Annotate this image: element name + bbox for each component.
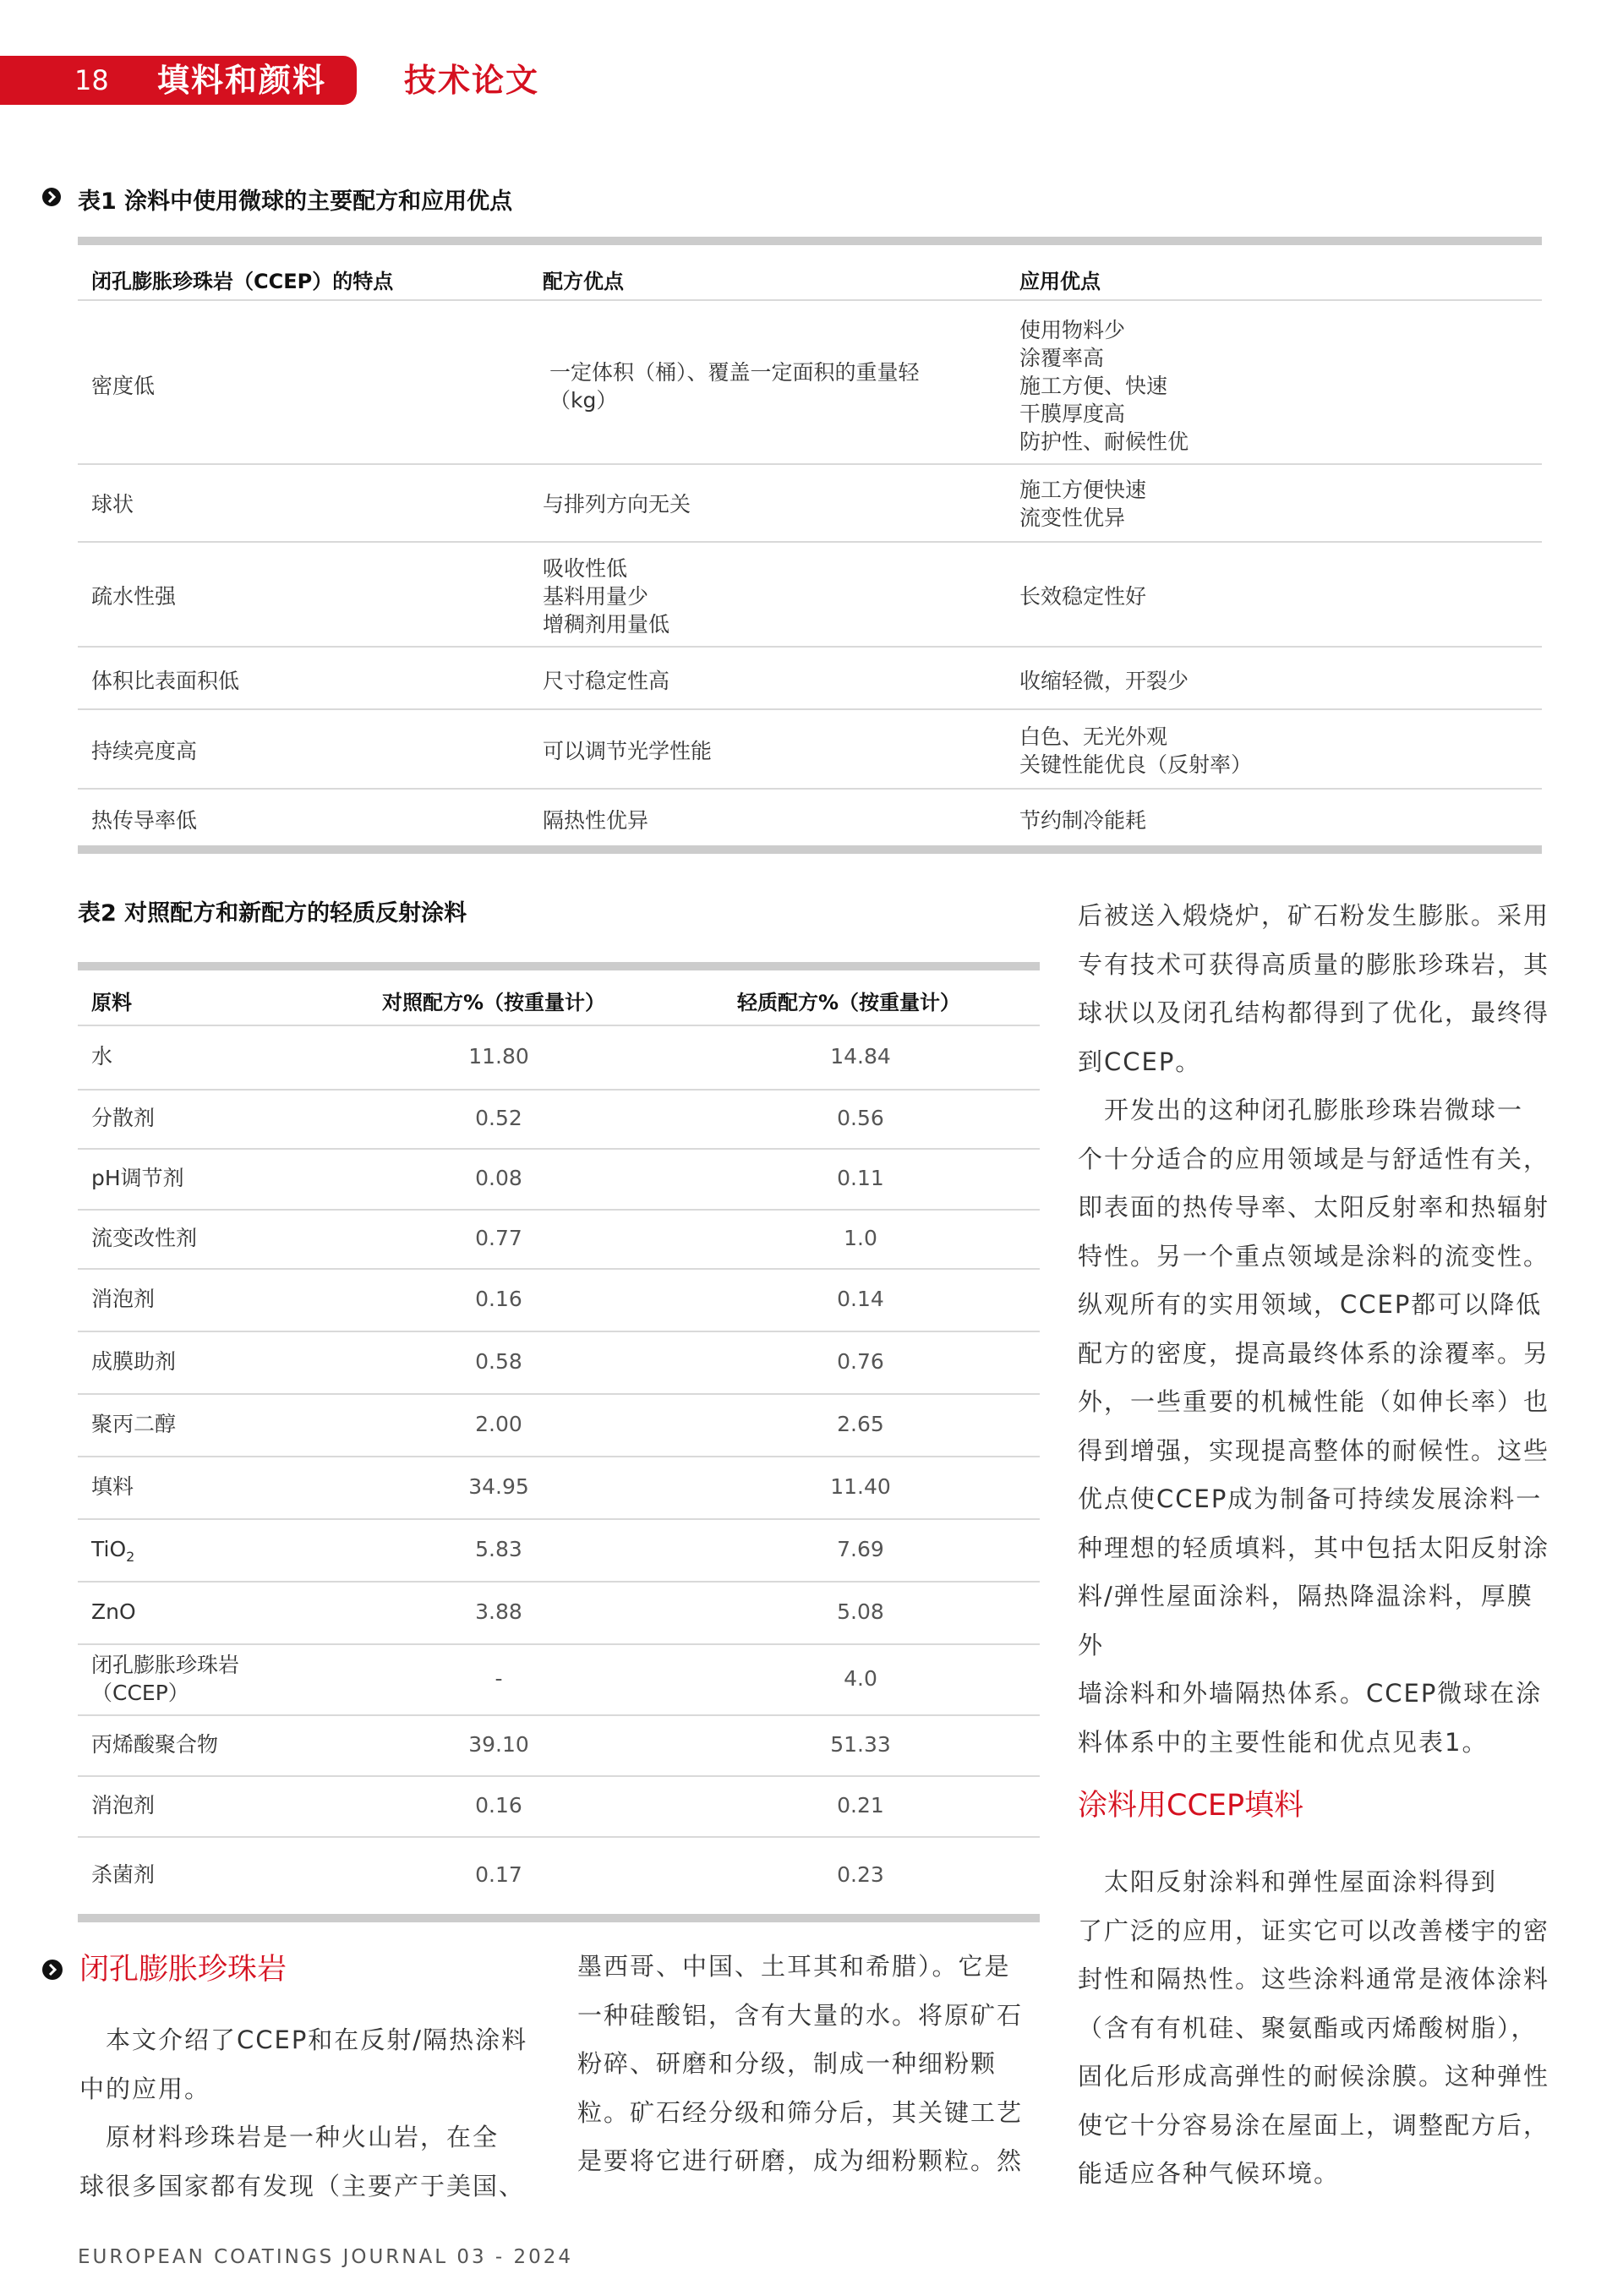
- paragraph-line: （含有有机硅、聚氨酯或丙烯酸树脂），: [1078, 2013, 1538, 2042]
- paragraph-line: 后被送入煅烧炉，矿石粉发生膨胀。采用: [1078, 901, 1550, 930]
- table1-application-line: 流变性优异: [1019, 506, 1126, 530]
- table2-light-value: 0.23: [837, 1862, 884, 1887]
- paragraph-line: 外，一些重要的机械性能（如伸长率）也: [1078, 1387, 1550, 1416]
- paragraph-line: 墨西哥、中国、土耳其和希腊）。它是: [577, 1952, 1011, 1981]
- table2-material: [91, 1410, 176, 1438]
- table1-application-line: 白色、无光外观: [1019, 724, 1168, 749]
- table1-feature: 密度低: [91, 374, 156, 398]
- table1-application: [1019, 316, 1189, 456]
- table1-divider: [78, 299, 1542, 301]
- table2-control-value: 39.10: [468, 1732, 529, 1757]
- table2-control-value: 5.83: [475, 1537, 522, 1561]
- paragraph-line: 粒。矿石经分级和筛分后，其关键工艺: [577, 2097, 1024, 2127]
- table2-control-value: 0.52: [475, 1106, 522, 1130]
- table1-application: 节约制冷能耗: [1019, 808, 1147, 833]
- table1-formulation: [543, 555, 669, 638]
- table2-light-value: 0.11: [837, 1166, 884, 1190]
- table2-material: [91, 1598, 136, 1626]
- table2-material: [91, 1473, 134, 1501]
- table2-light-value: 4.0: [844, 1666, 877, 1691]
- table2-light-value: 5.08: [837, 1599, 884, 1624]
- table1-application-line: 施工方便、快速: [1019, 374, 1168, 398]
- table1-application: 长效稳定性好: [1019, 584, 1147, 609]
- table2-material-text: 杀菌剂: [91, 1862, 156, 1887]
- table2-header-material: 原料: [91, 991, 132, 1014]
- paragraph-line: 一种硅酸铝，含有大量的水。将原矿石: [577, 2000, 1024, 2030]
- table2-material: [91, 1285, 155, 1313]
- table1-formulation-line: 一定体积（桶）、覆盖一定面积的重量轻: [549, 360, 920, 385]
- paragraph-line: 太阳反射涂料和弹性屋面涂料得到: [1078, 1867, 1498, 1896]
- table1-feature: 热传导率低: [91, 808, 198, 833]
- paragraph-line: 优点使CCEP成为制备可持续发展涂料一: [1078, 1484, 1543, 1513]
- paragraph-line: 球状以及闭孔结构都得到了优化，最终得: [1078, 998, 1550, 1027]
- table2-material-line: （CCEP）: [91, 1681, 189, 1705]
- table2-material-text: 填料: [91, 1474, 134, 1499]
- table2-material: [91, 1791, 155, 1819]
- paragraph-line: 配方的密度，提高最终体系的涂覆率。另: [1078, 1338, 1550, 1368]
- table2-light-value: 51.33: [830, 1732, 891, 1757]
- table2-material-text: pH调节剂: [91, 1166, 184, 1190]
- table2-material-text: 成膜助剂: [91, 1349, 177, 1374]
- table1-application-line: 关键性能优良（反射率）: [1019, 752, 1253, 777]
- table2-material-text: 聚丙二醇: [91, 1412, 177, 1436]
- paragraph-line: 封性和隔热性。这些涂料通常是液体涂料: [1078, 1965, 1550, 1993]
- table1-application-line: 涂覆率高: [1019, 346, 1105, 370]
- table1-divider: [78, 646, 1542, 648]
- table1-formulation: 尺寸稳定性高: [543, 669, 670, 693]
- table2-light-value: 0.76: [837, 1349, 884, 1374]
- table2-header-light: 轻质配方%（按重量计）: [737, 991, 961, 1014]
- table2-divider: [78, 1643, 1040, 1645]
- table2-light-value: 7.69: [837, 1537, 884, 1561]
- table2-light-value: 0.21: [837, 1793, 884, 1818]
- table1-feature: 持续亮度高: [91, 739, 198, 763]
- table2-divider: [78, 1518, 1040, 1520]
- paragraph-line: 得到增强，实现提高整体的耐候性。这些: [1078, 1435, 1550, 1465]
- table2-material-text: 丙烯酸聚合物: [91, 1732, 219, 1757]
- table1-header-formulation: 配方优点: [543, 270, 624, 293]
- table1-application: 收缩轻微，开裂少: [1019, 669, 1189, 693]
- table1-formulation-line: 增稠剂用量低: [543, 612, 670, 637]
- paragraph-line: 是要将它进行研磨，成为细粉颗粒。然: [577, 2146, 1024, 2175]
- table1-formulation-line: （kg）: [549, 388, 618, 413]
- paragraph-line: 了广泛的应用，证实它可以改善楼宇的密: [1078, 1916, 1550, 1945]
- table1-divider: [78, 708, 1542, 710]
- table2-divider: [78, 1775, 1040, 1777]
- table1-header-application: 应用优点: [1019, 270, 1101, 293]
- table1-feature: 疏水性强: [91, 584, 177, 609]
- table2-divider: [78, 1268, 1040, 1270]
- table2-control-value: 34.95: [468, 1474, 529, 1499]
- table2-control-value: 3.88: [475, 1599, 522, 1624]
- table2-material-text: ZnO: [91, 1599, 136, 1624]
- table2-control-value: -: [495, 1666, 503, 1691]
- table1-application-line: 施工方便快速: [1019, 478, 1147, 502]
- paragraph-line: 使它十分容易涂在屋面上，调整配方后，: [1078, 2110, 1550, 2140]
- table2-material-text: TiO: [91, 1537, 127, 1561]
- table2-material: [91, 1861, 155, 1889]
- paragraph-line: 粉碎、研磨和分级，制成一种细粉颗: [577, 2049, 997, 2078]
- table2-divider: [78, 1148, 1040, 1150]
- table2-material: [91, 1224, 197, 1252]
- table2-material-text: 消泡剂: [91, 1287, 156, 1311]
- body-column-3b: [1078, 1858, 1551, 2199]
- table2-control-value: 0.17: [475, 1862, 522, 1887]
- table2-control-value: 0.08: [475, 1166, 522, 1190]
- table2-light-value: 2.65: [837, 1412, 884, 1436]
- paragraph-line: 即表面的热传导率、太阳反射率和热辐射: [1078, 1193, 1550, 1222]
- table1-divider: [78, 788, 1542, 790]
- table1-feature: 球状: [91, 492, 134, 517]
- table2-light-value: 0.14: [837, 1287, 884, 1311]
- table2-material: [91, 1730, 218, 1758]
- table1-application-line: 干膜厚度高: [1019, 402, 1126, 426]
- table1-bottom-bar: [78, 845, 1542, 854]
- table1-top-bar: [78, 237, 1542, 245]
- paragraph-line: 个十分适合的应用领域是与舒适性有关，: [1078, 1144, 1550, 1173]
- table2-control-value: 0.77: [475, 1226, 522, 1250]
- body-column-1: [79, 2016, 553, 2211]
- table2-control-value: 0.16: [475, 1793, 522, 1818]
- table1-formulation: 可以调节光学性能: [543, 739, 713, 763]
- paragraph-line: 原材料珍珠岩是一种火山岩，在全: [79, 2123, 500, 2151]
- section-label: 技术论文: [404, 62, 540, 99]
- section-heading: 闭孔膨胀珍珠岩: [79, 1953, 287, 1987]
- paragraph-line: 到CCEP。: [1078, 1047, 1202, 1076]
- paragraph-line: 纵观所有的实用领域，CCEP都可以降低: [1078, 1290, 1543, 1319]
- table1-application-line: 使用物料少: [1019, 318, 1126, 342]
- table2-top-bar: [78, 962, 1040, 970]
- footer-journal: EUROPEAN COATINGS JOURNAL 03 - 2024: [78, 2246, 574, 2268]
- table2-material-line: 闭孔膨胀珍珠岩: [91, 1653, 240, 1677]
- table2-material-text: 流变改性剂: [91, 1226, 198, 1250]
- table1-formulation: [549, 358, 920, 414]
- table2-material: [91, 1104, 155, 1132]
- paragraph-line: 球很多国家都有发现（主要产于美国、: [79, 2171, 526, 2200]
- table2-divider: [78, 1456, 1040, 1457]
- paragraph-line: 料体系中的主要性能和优点见表1。: [1078, 1727, 1489, 1757]
- chevron-right-icon: [42, 188, 61, 206]
- table1-formulation-line: 基料用量少: [543, 584, 649, 609]
- body-column-2: [577, 1943, 1051, 2186]
- paragraph-line: 能适应各种气候环境。: [1078, 2159, 1341, 2188]
- table1-formulation-line: 吸收性低: [543, 556, 628, 581]
- table1-title: 表1 涂料中使用微球的主要配方和应用优点: [78, 189, 513, 215]
- table2-control-value: 0.16: [475, 1287, 522, 1311]
- table2-material: [91, 1535, 134, 1571]
- table2-material: [91, 1042, 112, 1070]
- table2-divider: [78, 1714, 1040, 1716]
- table2-divider: [78, 1089, 1040, 1091]
- table1-application-line: 防护性、耐候性优: [1019, 429, 1189, 454]
- chevron-right-icon: [42, 1960, 63, 1980]
- paragraph-line: 本文介绍了CCEP和在反射/隔热涂料: [79, 2025, 528, 2054]
- table1-application: [1019, 476, 1146, 532]
- table2-material-text: 分散剂: [91, 1106, 156, 1130]
- table1-formulation: 隔热性优异: [543, 808, 649, 833]
- table2-light-value: 11.40: [830, 1474, 891, 1499]
- table2-control-value: 11.80: [468, 1044, 529, 1069]
- paragraph-line: 特性。另一个重点领域是涂料的流变性。: [1078, 1241, 1550, 1271]
- table2-material-text: 水: [91, 1044, 113, 1069]
- table2-header-control: 对照配方%（按重量计）: [382, 991, 606, 1014]
- category-label: 填料和颜料: [157, 62, 327, 99]
- table1-header-feature: 闭孔膨胀珍珠岩（CCEP）的特点: [91, 270, 394, 293]
- table1-feature: 体积比表面积低: [91, 669, 240, 693]
- table2-control-value: 0.58: [475, 1349, 522, 1374]
- table2-light-value: 14.84: [830, 1044, 891, 1069]
- table2-material: [91, 1651, 239, 1707]
- table2-divider: [78, 1209, 1040, 1211]
- section-heading-2: 涂料用CCEP填料: [1078, 1789, 1304, 1823]
- table2-material: [91, 1348, 176, 1375]
- table1-application: [1019, 723, 1252, 779]
- table2-title: 表2 对照配方和新配方的轻质反射涂料: [78, 900, 467, 927]
- table1-divider: [78, 541, 1542, 543]
- table1-formulation: 与排列方向无关: [543, 492, 691, 517]
- table2-divider: [78, 1025, 1040, 1026]
- paragraph-line: 开发出的这种闭孔膨胀珍珠岩微球一: [1078, 1096, 1524, 1124]
- table2-divider: [78, 1393, 1040, 1395]
- body-column-3a: [1078, 892, 1551, 1767]
- paragraph-line: 墙涂料和外墙隔热体系。CCEP微球在涂: [1078, 1679, 1543, 1708]
- table2-control-value: 2.00: [475, 1412, 522, 1436]
- table2-material-text: 消泡剂: [91, 1793, 156, 1818]
- table1-divider: [78, 463, 1542, 465]
- paragraph-line: 料/弹性屋面涂料，隔热降温涂料，厚膜外: [1078, 1582, 1533, 1659]
- table2-material: [91, 1164, 184, 1192]
- paragraph-line: 专有技术可获得高质量的膨胀珍珠岩，其: [1078, 949, 1550, 979]
- table2-divider: [78, 1836, 1040, 1838]
- paragraph-line: 中的应用。: [79, 2074, 211, 2103]
- table2-light-value: 1.0: [844, 1226, 877, 1250]
- table2-bottom-bar: [78, 1914, 1040, 1922]
- table2-light-value: 0.56: [837, 1106, 884, 1130]
- paragraph-line: 种理想的轻质填料，其中包括太阳反射涂: [1078, 1533, 1550, 1562]
- table2-divider: [78, 1581, 1040, 1583]
- table2-divider: [78, 1331, 1040, 1332]
- table2-material-subscript: 2: [126, 1549, 135, 1565]
- paragraph-line: 固化后形成高弹性的耐候涂膜。这种弹性: [1078, 2062, 1550, 2091]
- page-number: 18: [74, 64, 109, 96]
